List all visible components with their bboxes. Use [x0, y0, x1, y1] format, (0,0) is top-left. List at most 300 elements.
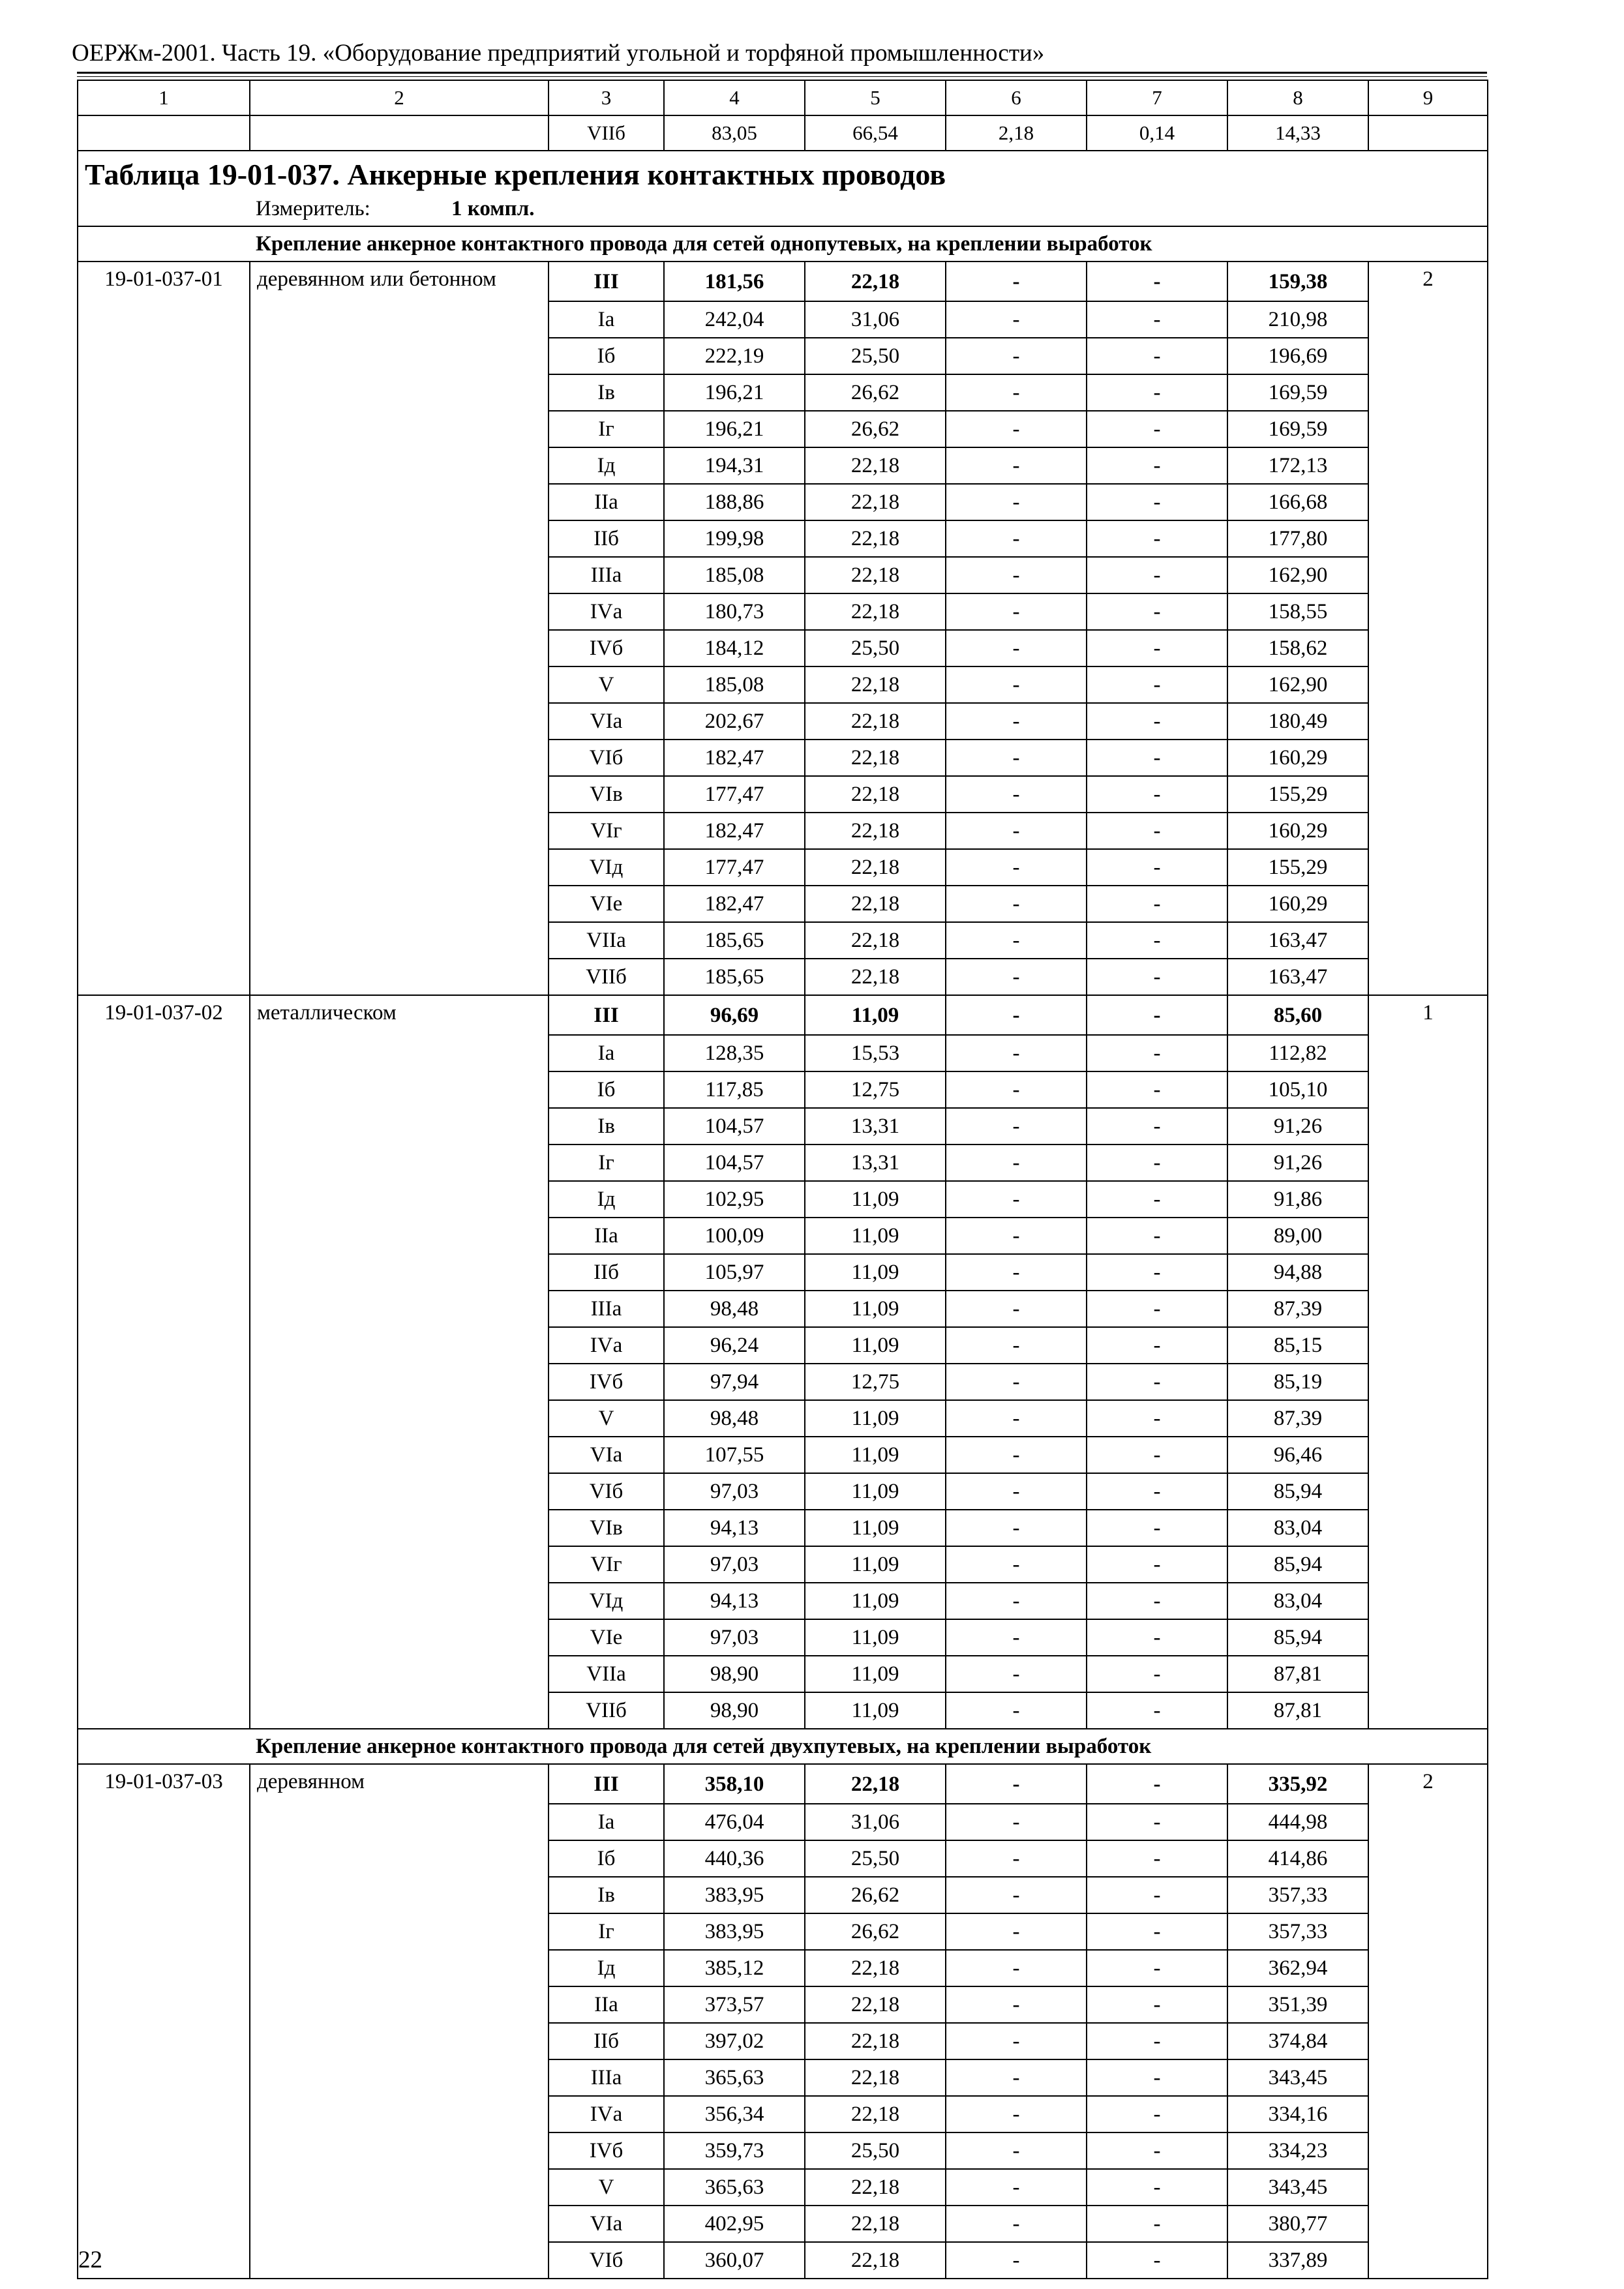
value-cell: Iг — [549, 411, 664, 447]
value-cell: 196,21 — [664, 411, 805, 447]
value-cell: 94,13 — [664, 1583, 805, 1619]
col9-cell — [1368, 1364, 1488, 1400]
col9-cell — [1368, 1877, 1488, 1913]
value-cell: Iг — [549, 1144, 664, 1181]
value-cell: - — [1087, 1913, 1227, 1950]
value-cell: - — [1087, 301, 1227, 338]
name-cell: деревянном — [250, 1764, 549, 1804]
rates-table — [77, 80, 1488, 2279]
value-cell: IVб — [549, 1364, 664, 1400]
name-cell — [250, 1950, 549, 1986]
value-cell: 22,18 — [805, 2059, 946, 2096]
col9-cell — [1368, 338, 1488, 374]
value-cell: IVб — [549, 2132, 664, 2169]
value-cell: 83,04 — [1227, 1510, 1368, 1546]
value-cell: 182,47 — [664, 740, 805, 776]
value-cell: 12,75 — [805, 1364, 946, 1400]
value-cell: 85,94 — [1227, 1619, 1368, 1656]
carryover-cell — [1368, 115, 1488, 151]
col9-cell — [1368, 740, 1488, 776]
value-cell: - — [946, 1035, 1087, 1071]
table-row — [78, 922, 1488, 959]
value-cell: 362,94 — [1227, 1950, 1368, 1986]
name-cell — [250, 1218, 549, 1254]
name-cell: металлическом — [250, 995, 549, 1035]
value-cell: - — [1087, 593, 1227, 630]
value-cell: 476,04 — [664, 1804, 805, 1840]
code-cell — [78, 2096, 250, 2132]
col9-cell — [1368, 1546, 1488, 1583]
value-cell: - — [946, 1840, 1087, 1877]
value-cell: 107,55 — [664, 1437, 805, 1473]
value-cell: VIа — [549, 2206, 664, 2242]
value-cell: 31,06 — [805, 1804, 946, 1840]
col9-cell — [1368, 666, 1488, 703]
value-cell: 155,29 — [1227, 776, 1368, 813]
value-cell: 163,47 — [1227, 959, 1368, 995]
value-cell: 11,09 — [805, 1583, 946, 1619]
value-cell: 351,39 — [1227, 1986, 1368, 2023]
value-cell: - — [1087, 1950, 1227, 1986]
code-cell — [78, 593, 250, 630]
code-cell — [78, 886, 250, 922]
name-cell — [250, 1144, 549, 1181]
value-cell: - — [1087, 2169, 1227, 2206]
code-cell — [78, 1913, 250, 1950]
value-cell: 22,18 — [805, 666, 946, 703]
carryover-cell: VIIб — [549, 115, 664, 151]
col9-cell — [1368, 776, 1488, 813]
value-cell: 444,98 — [1227, 1804, 1368, 1840]
value-cell: 98,48 — [664, 1400, 805, 1437]
code-cell — [78, 1254, 250, 1291]
code-cell — [78, 1144, 250, 1181]
value-cell: 112,82 — [1227, 1035, 1368, 1071]
value-cell: - — [946, 2132, 1087, 2169]
value-cell: - — [946, 2169, 1087, 2206]
table-row — [78, 1546, 1488, 1583]
col9-cell — [1368, 1218, 1488, 1254]
col9-cell — [1368, 447, 1488, 484]
value-cell: - — [946, 1400, 1087, 1437]
carryover-cell — [250, 115, 549, 151]
col9-cell — [1368, 1510, 1488, 1546]
code-cell — [78, 1877, 250, 1913]
value-cell: - — [1087, 703, 1227, 740]
table-body — [78, 80, 1488, 2279]
value-cell: - — [1087, 1218, 1227, 1254]
table-row — [78, 630, 1488, 666]
table-title: Таблица 19-01-037. Анкерные крепления контактных проводов — [85, 158, 946, 191]
carryover-cell: 2,18 — [946, 115, 1087, 151]
code-cell — [78, 1035, 250, 1071]
col9-cell — [1368, 813, 1488, 849]
value-cell: - — [946, 1692, 1087, 1729]
value-cell: 97,94 — [664, 1364, 805, 1400]
carryover-cell: 14,33 — [1227, 115, 1368, 151]
value-cell: Iг — [549, 1913, 664, 1950]
name-cell — [250, 1840, 549, 1877]
value-cell: - — [1087, 1583, 1227, 1619]
value-cell: V — [549, 666, 664, 703]
section-heading: Крепление анкерное контактного провода для сетей двухпутевых, на креплении выработок — [256, 1735, 1152, 1758]
value-cell: - — [1087, 2132, 1227, 2169]
name-cell — [250, 740, 549, 776]
code-cell — [78, 1181, 250, 1218]
code-cell — [78, 411, 250, 447]
name-cell — [250, 922, 549, 959]
value-cell: 22,18 — [805, 886, 946, 922]
value-cell: 22,18 — [805, 1950, 946, 1986]
value-cell: 98,90 — [664, 1656, 805, 1692]
value-cell: IIб — [549, 520, 664, 557]
value-cell: - — [946, 1583, 1087, 1619]
col9-cell — [1368, 1400, 1488, 1437]
value-cell: 11,09 — [805, 1327, 946, 1364]
col9-cell — [1368, 922, 1488, 959]
value-cell: 25,50 — [805, 1840, 946, 1877]
table-row — [78, 338, 1488, 374]
value-cell: IVб — [549, 630, 664, 666]
value-cell: - — [1087, 1510, 1227, 1546]
value-cell: - — [1087, 922, 1227, 959]
value-cell: 22,18 — [805, 2169, 946, 2206]
value-cell: - — [1087, 776, 1227, 813]
value-cell: - — [946, 959, 1087, 995]
value-cell: - — [946, 1473, 1087, 1510]
table-row — [78, 301, 1488, 338]
value-cell: - — [1087, 1144, 1227, 1181]
value-cell: - — [946, 1108, 1087, 1144]
value-cell: IIIа — [549, 1291, 664, 1327]
name-cell — [250, 2023, 549, 2059]
section-heading-cell — [78, 1729, 1488, 1764]
value-cell: - — [946, 411, 1087, 447]
value-cell: 11,09 — [805, 1656, 946, 1692]
value-cell: 22,18 — [805, 2096, 946, 2132]
value-cell: 22,18 — [805, 813, 946, 849]
value-cell: 182,47 — [664, 886, 805, 922]
code-cell — [78, 1291, 250, 1327]
value-cell: 22,18 — [805, 484, 946, 520]
name-cell — [250, 630, 549, 666]
value-cell: VIIа — [549, 922, 664, 959]
table-row — [78, 1364, 1488, 1400]
value-cell: 222,19 — [664, 338, 805, 374]
value-cell: 397,02 — [664, 2023, 805, 2059]
col9-cell — [1368, 1035, 1488, 1071]
col9-cell — [1368, 1144, 1488, 1181]
value-cell: VIа — [549, 703, 664, 740]
value-cell: 97,03 — [664, 1473, 805, 1510]
name-cell — [250, 557, 549, 593]
code-cell — [78, 849, 250, 886]
name-cell — [250, 1877, 549, 1913]
value-cell: VIг — [549, 1546, 664, 1583]
value-cell: 374,84 — [1227, 2023, 1368, 2059]
value-cell: Iа — [549, 1035, 664, 1071]
section-heading-cell — [78, 226, 1488, 262]
code-cell — [78, 1840, 250, 1877]
value-cell: 96,24 — [664, 1327, 805, 1364]
value-cell: 22,18 — [805, 2206, 946, 2242]
value-cell: 440,36 — [664, 1840, 805, 1877]
code-cell — [78, 776, 250, 813]
name-cell — [250, 703, 549, 740]
code-cell — [78, 959, 250, 995]
name-cell — [250, 2132, 549, 2169]
col9-cell — [1368, 959, 1488, 995]
value-cell: 359,73 — [664, 2132, 805, 2169]
value-cell: 11,09 — [805, 1254, 946, 1291]
value-cell: 343,45 — [1227, 2059, 1368, 2096]
table-row — [78, 262, 1488, 301]
value-cell: Iб — [549, 338, 664, 374]
code-cell — [78, 2059, 250, 2096]
col9-cell — [1368, 1437, 1488, 1473]
col9-cell — [1368, 1804, 1488, 1840]
value-cell: VIд — [549, 849, 664, 886]
value-cell: VIе — [549, 886, 664, 922]
value-cell: 22,18 — [805, 262, 946, 301]
value-cell: Iд — [549, 1950, 664, 1986]
value-cell: 87,39 — [1227, 1291, 1368, 1327]
table-row — [78, 2206, 1488, 2242]
value-cell: 188,86 — [664, 484, 805, 520]
value-cell: 163,47 — [1227, 922, 1368, 959]
table-row — [78, 1400, 1488, 1437]
name-cell — [250, 2206, 549, 2242]
value-cell: 358,10 — [664, 1764, 805, 1804]
value-cell: 15,53 — [805, 1035, 946, 1071]
value-cell: 22,18 — [805, 447, 946, 484]
value-cell: 166,68 — [1227, 484, 1368, 520]
value-cell: - — [1087, 447, 1227, 484]
name-cell — [250, 849, 549, 886]
value-cell: - — [1087, 849, 1227, 886]
value-cell: - — [1087, 2206, 1227, 2242]
table-row — [78, 1071, 1488, 1108]
value-cell: - — [1087, 1619, 1227, 1656]
table-row — [78, 849, 1488, 886]
value-cell: - — [1087, 2023, 1227, 2059]
value-cell: - — [946, 1254, 1087, 1291]
value-cell: 196,21 — [664, 374, 805, 411]
table-row — [78, 1986, 1488, 2023]
value-cell: 96,46 — [1227, 1437, 1368, 1473]
value-cell: 177,80 — [1227, 520, 1368, 557]
table-row — [78, 557, 1488, 593]
table-row — [78, 374, 1488, 411]
value-cell: 22,18 — [805, 1986, 946, 2023]
table-row — [78, 1656, 1488, 1692]
value-cell: - — [1087, 484, 1227, 520]
value-cell: 105,10 — [1227, 1071, 1368, 1108]
col9-cell: 1 — [1368, 995, 1488, 1035]
value-cell: 85,94 — [1227, 1473, 1368, 1510]
value-cell: 96,69 — [664, 995, 805, 1035]
column-number: 5 — [805, 80, 946, 115]
name-cell — [250, 1619, 549, 1656]
name-cell — [250, 520, 549, 557]
table-title-cell — [78, 151, 1488, 226]
value-cell: 94,13 — [664, 1510, 805, 1546]
code-cell — [78, 2132, 250, 2169]
table-row — [78, 520, 1488, 557]
value-cell: - — [946, 2059, 1087, 2096]
code-cell — [78, 1656, 250, 1692]
value-cell: 360,07 — [664, 2242, 805, 2279]
value-cell: 373,57 — [664, 1986, 805, 2023]
col9-cell — [1368, 1986, 1488, 2023]
meter-line — [85, 194, 1481, 226]
value-cell: - — [1087, 374, 1227, 411]
col9-cell — [1368, 374, 1488, 411]
value-cell: 11,09 — [805, 1510, 946, 1546]
value-cell: - — [946, 666, 1087, 703]
table-row — [78, 2169, 1488, 2206]
value-cell: 159,38 — [1227, 262, 1368, 301]
column-number: 3 — [549, 80, 664, 115]
table-row — [78, 959, 1488, 995]
value-cell: 22,18 — [805, 959, 946, 995]
value-cell: IIа — [549, 484, 664, 520]
value-cell: 105,97 — [664, 1254, 805, 1291]
name-cell — [250, 1546, 549, 1583]
value-cell: 199,98 — [664, 520, 805, 557]
col9-cell — [1368, 411, 1488, 447]
name-cell — [250, 411, 549, 447]
value-cell: - — [1087, 1291, 1227, 1327]
value-cell: - — [946, 703, 1087, 740]
value-cell: - — [946, 593, 1087, 630]
value-cell: 11,09 — [805, 1181, 946, 1218]
value-cell: 202,67 — [664, 703, 805, 740]
value-cell: 85,60 — [1227, 995, 1368, 1035]
table-row — [78, 1144, 1488, 1181]
table-row — [78, 1035, 1488, 1071]
table-row — [78, 2096, 1488, 2132]
col9-cell — [1368, 301, 1488, 338]
col9-cell — [1368, 2096, 1488, 2132]
value-cell: IIIа — [549, 557, 664, 593]
name-cell — [250, 1327, 549, 1364]
code-cell — [78, 1108, 250, 1144]
name-cell — [250, 1437, 549, 1473]
value-cell: 12,75 — [805, 1071, 946, 1108]
code-cell — [78, 1510, 250, 1546]
value-cell: 22,18 — [805, 2023, 946, 2059]
name-cell — [250, 776, 549, 813]
col9-cell — [1368, 1071, 1488, 1108]
name-cell — [250, 2242, 549, 2279]
value-cell: - — [1087, 2096, 1227, 2132]
value-cell: 102,95 — [664, 1181, 805, 1218]
value-cell: 242,04 — [664, 301, 805, 338]
col9-cell — [1368, 2169, 1488, 2206]
value-cell: 25,50 — [805, 338, 946, 374]
value-cell: VIг — [549, 813, 664, 849]
value-cell: 185,08 — [664, 557, 805, 593]
value-cell: Iа — [549, 301, 664, 338]
value-cell: 357,33 — [1227, 1913, 1368, 1950]
value-cell: - — [1087, 262, 1227, 301]
column-number: 7 — [1087, 80, 1227, 115]
value-cell: 11,09 — [805, 995, 946, 1035]
value-cell: - — [1087, 1764, 1227, 1804]
value-cell: 22,18 — [805, 703, 946, 740]
value-cell: - — [1087, 1804, 1227, 1840]
value-cell: Iд — [549, 447, 664, 484]
table-row — [78, 1254, 1488, 1291]
value-cell: 185,08 — [664, 666, 805, 703]
value-cell: 87,81 — [1227, 1692, 1368, 1729]
value-cell: 169,59 — [1227, 374, 1368, 411]
value-cell: VIIа — [549, 1656, 664, 1692]
code-cell — [78, 813, 250, 849]
value-cell: IIIа — [549, 2059, 664, 2096]
value-cell: 11,09 — [805, 1437, 946, 1473]
code-cell: 19-01-037-01 — [78, 262, 250, 301]
code-cell — [78, 1546, 250, 1583]
name-cell — [250, 1254, 549, 1291]
value-cell: IIа — [549, 1986, 664, 2023]
value-cell: - — [1087, 740, 1227, 776]
value-cell: 160,29 — [1227, 886, 1368, 922]
col9-cell — [1368, 1291, 1488, 1327]
value-cell: VIв — [549, 776, 664, 813]
col9-cell — [1368, 886, 1488, 922]
value-cell: 87,81 — [1227, 1656, 1368, 1692]
value-cell: - — [1087, 1071, 1227, 1108]
code-cell — [78, 1437, 250, 1473]
value-cell: 343,45 — [1227, 2169, 1368, 2206]
value-cell: 158,55 — [1227, 593, 1368, 630]
value-cell: 13,31 — [805, 1108, 946, 1144]
value-cell: 162,90 — [1227, 557, 1368, 593]
col9-cell — [1368, 630, 1488, 666]
value-cell: 160,29 — [1227, 740, 1368, 776]
value-cell: - — [1087, 1400, 1227, 1437]
table-row — [78, 2132, 1488, 2169]
value-cell: V — [549, 1400, 664, 1437]
col9-cell — [1368, 1473, 1488, 1510]
col9-cell — [1368, 1583, 1488, 1619]
value-cell: 177,47 — [664, 776, 805, 813]
value-cell: - — [946, 2242, 1087, 2279]
value-cell: III — [549, 995, 664, 1035]
value-cell: - — [946, 301, 1087, 338]
value-cell: 185,65 — [664, 959, 805, 995]
value-cell: - — [946, 374, 1087, 411]
value-cell: - — [946, 2023, 1087, 2059]
value-cell: - — [1087, 1035, 1227, 1071]
code-cell — [78, 1071, 250, 1108]
col9-cell — [1368, 2023, 1488, 2059]
value-cell: 26,62 — [805, 1913, 946, 1950]
name-cell — [250, 959, 549, 995]
value-cell: - — [1087, 1840, 1227, 1877]
value-cell: Iв — [549, 374, 664, 411]
value-cell: - — [1087, 557, 1227, 593]
value-cell: - — [1087, 1364, 1227, 1400]
value-cell: 380,77 — [1227, 2206, 1368, 2242]
code-cell — [78, 922, 250, 959]
code-cell — [78, 1583, 250, 1619]
column-number: 9 — [1368, 80, 1488, 115]
col9-cell: 2 — [1368, 262, 1488, 301]
value-cell: 22,18 — [805, 776, 946, 813]
